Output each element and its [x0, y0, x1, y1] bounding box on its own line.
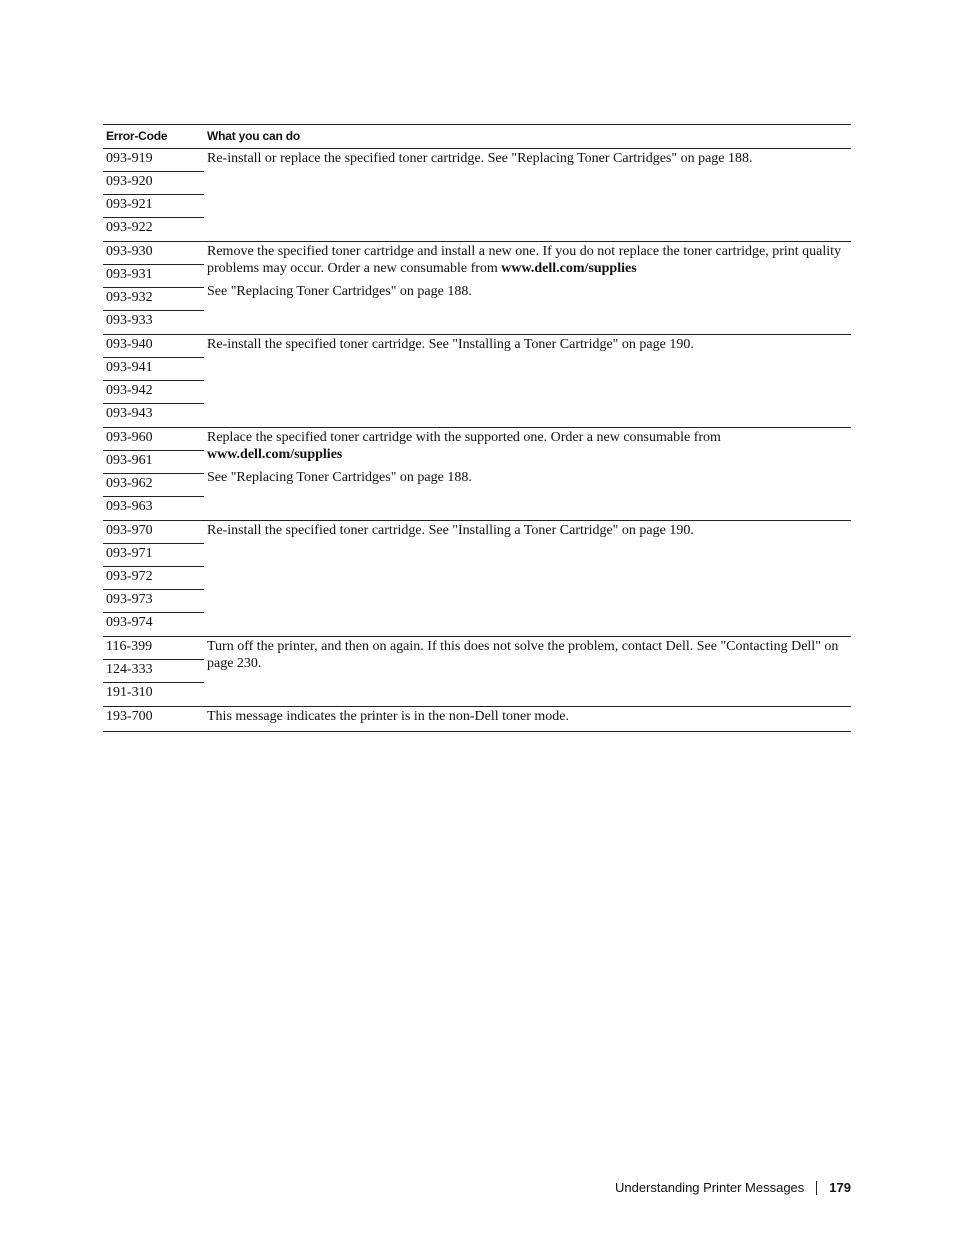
error-code: 093-972 — [103, 567, 204, 590]
error-code: 093-930 — [103, 242, 204, 265]
action-text: Re-install or replace the specified toner cartridge. See "Replacing Toner Cartridges" on page 188. — [207, 151, 753, 166]
table-body — [103, 149, 851, 732]
error-code-cell — [103, 707, 204, 731]
action-text: Re-install the specified toner cartridge. See "Installing a Toner Cartridge" on page 190. — [207, 523, 694, 538]
action-description-cell — [204, 707, 851, 731]
error-code: 093-921 — [103, 195, 204, 218]
action-description-cell — [204, 428, 851, 520]
error-code: 093-960 — [103, 428, 204, 451]
table-row — [103, 335, 851, 428]
error-code: 191-310 — [106, 685, 153, 700]
error-code-cell — [103, 149, 204, 241]
action-text: Replace the specified toner cartridge with the supported one. Order a new consumable from — [207, 430, 721, 445]
error-code: 124-333 — [103, 660, 204, 683]
error-code: 093-919 — [103, 149, 204, 172]
action-paragraph — [207, 283, 847, 300]
error-code: 093-973 — [103, 590, 204, 613]
error-code: 093-931 — [103, 265, 204, 288]
table-row — [103, 707, 851, 732]
header-error-code: Error-Code — [106, 129, 168, 143]
action-description-cell — [204, 521, 851, 636]
action-description-cell — [204, 149, 851, 241]
error-code-cell — [103, 428, 204, 520]
error-code: 093-932 — [103, 288, 204, 311]
footer-divider — [816, 1181, 817, 1195]
error-code: 093-970 — [103, 521, 204, 544]
error-code: 093-971 — [103, 544, 204, 567]
header-what-you-can-do: What you can do — [207, 129, 301, 143]
table-row — [103, 637, 851, 707]
table-row — [103, 521, 851, 637]
table-row — [103, 428, 851, 521]
action-paragraph — [207, 522, 847, 539]
error-code: 093-941 — [103, 358, 204, 381]
action-text: Re-install the specified toner cartridge. See "Installing a Toner Cartridge" on page 190. — [207, 337, 694, 352]
action-paragraph — [207, 243, 847, 277]
action-paragraph — [207, 150, 847, 167]
error-code: 093-920 — [103, 172, 204, 195]
error-code: 093-962 — [103, 474, 204, 497]
action-paragraph — [207, 336, 847, 353]
error-code-cell — [103, 335, 204, 427]
table-row — [103, 242, 851, 335]
error-code-table — [103, 124, 851, 732]
error-code: 093-933 — [106, 313, 153, 328]
error-code: 116-399 — [103, 637, 204, 660]
action-description-cell — [204, 335, 851, 427]
action-text: This message indicates the printer is in the non-Dell toner mode. — [207, 709, 569, 724]
action-paragraph — [207, 708, 847, 725]
error-code: 193-700 — [106, 709, 153, 724]
supplies-link[interactable]: www.dell.com/supplies — [501, 261, 637, 276]
error-code: 093-922 — [106, 220, 153, 235]
action-paragraph — [207, 469, 847, 486]
action-paragraph — [207, 429, 847, 463]
action-text: See "Replacing Toner Cartridges" on page 188. — [207, 470, 472, 485]
error-code: 093-963 — [106, 499, 153, 514]
supplies-link[interactable]: www.dell.com/supplies — [207, 447, 343, 462]
error-code: 093-943 — [106, 406, 153, 421]
action-description-cell — [204, 637, 851, 706]
error-code: 093-942 — [103, 381, 204, 404]
action-text: Turn off the printer, and then on again. If this does not solve the problem, contact Dell. See "Contacting Dell" on page 230. — [207, 639, 839, 671]
page-number: 179 — [829, 1180, 851, 1195]
action-text: Remove the specified toner cartridge and install a new one. If you do not replace the toner cartridge, print quality problems may occur. Order a new consumable from — [207, 244, 842, 276]
footer-section-title: Understanding Printer Messages — [614, 1180, 805, 1195]
table-row — [103, 149, 851, 242]
error-code-cell — [103, 521, 204, 636]
error-code: 093-974 — [106, 615, 153, 630]
action-description-cell — [204, 242, 851, 334]
error-code-cell — [103, 637, 204, 706]
error-code-cell — [103, 242, 204, 334]
table-header-row — [103, 125, 851, 149]
error-code: 093-961 — [103, 451, 204, 474]
action-paragraph — [207, 638, 847, 672]
error-code: 093-940 — [103, 335, 204, 358]
page-footer — [615, 1180, 851, 1195]
action-text: See "Replacing Toner Cartridges" on page 188. — [207, 284, 472, 299]
